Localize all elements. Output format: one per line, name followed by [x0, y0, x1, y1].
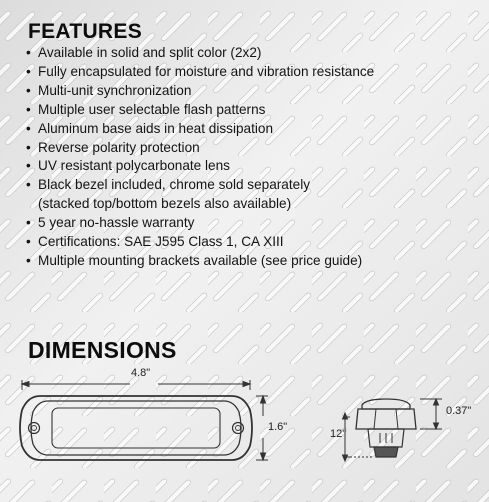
feature-text: Multi-unit synchronization — [38, 82, 192, 98]
feature-text: UV resistant polycarbonate lens — [38, 158, 230, 174]
feature-text: Black bezel included, chrome sold separately — [38, 177, 311, 193]
feature-text: Available in solid and split color (2x2) — [38, 45, 262, 60]
side-cable-label: 12" — [330, 428, 347, 440]
feature-item — [26, 157, 374, 176]
bullet-icon: • — [26, 101, 31, 117]
feature-item — [26, 214, 374, 233]
feature-text: (stacked top/bottom bezels also available) — [38, 196, 292, 212]
feature-item — [26, 139, 374, 158]
bullet-icon: • — [26, 234, 31, 250]
bullet-icon: • — [26, 45, 31, 60]
feature-text: Fully encapsulated for moisture and vibration resistance — [38, 63, 375, 79]
front-width-label: 4.8" — [131, 367, 151, 379]
features-list — [26, 44, 374, 271]
bullet-icon: • — [26, 252, 31, 268]
feature-text: Multiple mounting brackets available (see price guide) — [38, 252, 363, 268]
feature-item — [26, 120, 374, 139]
bullet-icon: • — [26, 158, 31, 174]
feature-item — [26, 233, 374, 252]
feature-text: 5 year no-hassle warranty — [38, 215, 195, 231]
feature-item — [26, 101, 374, 120]
front-height-label: 1.6" — [268, 421, 288, 433]
feature-text: Aluminum base aids in heat dissipation — [38, 120, 274, 136]
side-depth-label: 0.37" — [446, 405, 472, 417]
feature-item — [26, 82, 374, 101]
feature-item — [26, 252, 374, 271]
front-view-drawing — [18, 372, 298, 467]
feature-text: Certifications: SAE J595 Class 1, CA XIII — [38, 234, 284, 250]
bullet-icon: • — [26, 63, 31, 79]
feature-item — [26, 195, 374, 214]
feature-item — [26, 44, 374, 63]
feature-item — [26, 63, 374, 82]
bullet-icon: • — [26, 215, 31, 231]
feature-text: Multiple user selectable flash patterns — [38, 101, 266, 117]
dimensions-heading: DIMENSIONS — [28, 337, 177, 363]
features-heading: FEATURES — [28, 20, 143, 43]
bullet-icon: • — [26, 82, 31, 98]
feature-text: Reverse polarity protection — [38, 139, 200, 155]
bullet-icon: • — [26, 177, 31, 193]
bullet-icon: • — [26, 139, 31, 155]
feature-item — [26, 176, 374, 195]
bullet-icon: • — [26, 120, 31, 136]
